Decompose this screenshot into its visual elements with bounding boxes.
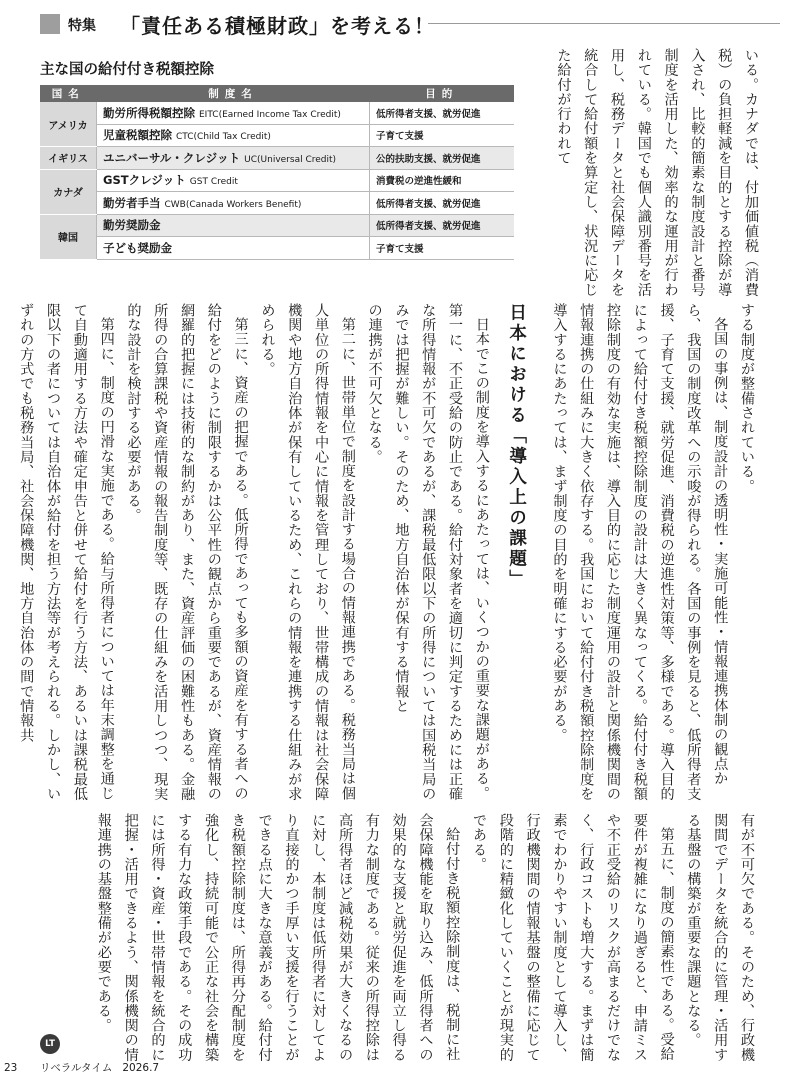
country-cell: イギリス	[40, 147, 97, 170]
feature-title: 「責任ある積極財政」を考える！	[120, 14, 435, 38]
table-row	[40, 192, 514, 215]
page-number: 23	[4, 1062, 18, 1074]
purpose-cell: 子育て支援	[370, 237, 515, 260]
purpose-cell: 低所得者支援、就労促進	[370, 214, 515, 237]
purpose-cell: 低所得者支援、就労促進	[370, 192, 515, 215]
header-square-mark	[40, 14, 60, 34]
paragraph: 有が不可欠である。そのため、行政機関間でデータを統合的に管理・活用する基盤の構築が重要な課題となる。	[685, 813, 755, 1063]
system-name-jp: 勤労者手当	[103, 195, 161, 210]
system-cell	[97, 102, 370, 124]
country-cell: アメリカ	[40, 102, 97, 147]
paragraph: 第五に、制度の簡素性である。受給要件が複雑になり過ぎると、申請ミスや不正受給のリスクが高まるだけでなく、行政コストも増大する。まずは簡素でわかりやすい制度として導入し、行政機関間の情報基盤の整備に応じて段階的に精緻化していくことが現実的である。	[471, 813, 675, 1063]
page-footer	[4, 1060, 159, 1075]
table-header-row	[40, 85, 514, 102]
system-cell	[97, 192, 370, 215]
system-name-jp: GSTクレジット	[103, 173, 186, 188]
country-cell: 韓国	[40, 214, 97, 259]
feature-header	[40, 8, 780, 40]
system-name-jp: 勤労奨励金	[103, 218, 161, 233]
header-rule	[428, 23, 780, 24]
header-system: 制度名	[97, 85, 370, 102]
magazine-name: リベラルタイム	[40, 1062, 113, 1074]
country-cell: カナダ	[40, 169, 97, 214]
system-cell	[97, 214, 370, 237]
paragraph: 日本でこの制度を導入するにあたっては、いくつかの重要な課題がある。第一に、不正受給の防止である。給付対象者を適切に判定するためには正確な所得情報が不可欠であるが、課税最低限以下の所得については国税当局のみでは把握が難しい。そのため、地方自治体が保有する情報と	[393, 303, 490, 802]
purpose-cell: 公的扶助支援、就労促進	[370, 147, 515, 170]
purpose-cell: 低所得者支援、就労促進	[370, 102, 515, 124]
system-name-en: CTC(Child Tax Credit)	[176, 132, 271, 143]
system-cell	[97, 237, 370, 260]
tax-credit-table	[40, 85, 514, 260]
paragraph: 各国の事例は、制度設計の透明性・実施可能性・情報連携体制の観点から、我国の制度改革への示唆が得られる。各国の事例を見ると、低所得者支援、子育て支援、就労促進、消費税の逆進性対策等、多様である。導入目的によって給付付き税額控除制度の設計は大きく異なってくる。給付付き税額控除制度の有効な実施は、導入目的に応じた制度運用の設計と関係機関間の情報連携の仕組みに大きく依存する。我国において給付付き税額控除制度を導入するにあたっては、まず制度の目的を明確にする必要がある。	[551, 303, 729, 802]
system-name-en: UC(Universal Credit)	[244, 154, 337, 165]
paragraph: 給付付き税額控除制度は、税制に社会保障機能を取り込み、低所得者への効果的な支援と就労促進を両立し得る有力な制度である。従来の所得控除は高所得者ほど減税効果が大きくなるのに対し、本制度は低所得者に対してより直接的かつ手厚い支援を行うことができる点に大きな意義がある。給付付き税額控除制度は、所得再分配制度を強化し、持続可能で公正な社会を構築する有力な政策手段である。その成功には所得・資産・世帯情報を統合的に把握・活用できるよう、関係機関の情報連携の基盤整備が必要である。	[95, 813, 461, 1063]
paragraph: 第四に、制度の円滑な実施である。給与所得者については年末調整を通じて自動適用する方法や確定申告と併せて給付を行う方法、あるいは課税最低限以下の者については自治体が給付を担う方法等が考えられる。しかし、いずれの方式でも税務当局、社会保障機関、地方自治体の間で情報共	[18, 303, 115, 802]
table-row	[40, 147, 514, 170]
magazine-logo: LT	[40, 1034, 60, 1054]
tax-credit-table-box	[40, 50, 514, 290]
table-row	[40, 102, 514, 124]
table-row	[40, 169, 514, 192]
system-name-jp: 勤労所得税額控除	[103, 105, 195, 120]
article-text-bottom	[40, 813, 760, 1065]
system-cell	[97, 169, 370, 192]
paragraph: する制度が整備されている。	[739, 303, 755, 494]
paragraph: 第三に、資産の把握である。低所得であっても多額の資産を有する者への給付をどのように制限するかは公平性の観点から重要であるが、資産情報の網羅的把握には技術的な制約があり、また、資産評価の困難性もある。金融所得の合算課税や資産情報の報告制度等、既存の仕組みを活用しつつ、現実的な設計を検討する必要がある。	[125, 303, 249, 802]
system-name-jp: 子ども奨励金	[103, 240, 172, 255]
feature-label: 特集	[68, 18, 96, 34]
header-purpose: 目的	[370, 85, 515, 102]
system-cell	[97, 147, 370, 170]
article-text-middle	[18, 303, 760, 808]
system-name-en: EITC(Earned Income Tax Credit)	[199, 109, 341, 120]
table-row	[40, 237, 514, 260]
paragraph: いる。カナダでは、付加価値税（消費税）の負担軽減を目的とする控除が導入され、比較的簡素な制度設計と番号制度を活用した、効率的な運用が行われている。韓国でも個人識別番号を活用し、税務データと社会保障データを統合して給付額を算定し、状況に応じた給付が行われて	[555, 48, 759, 298]
table-row	[40, 124, 514, 147]
paragraph: の連携が不可欠となる。	[366, 303, 383, 465]
purpose-cell: 子育て支援	[370, 124, 515, 147]
system-name-jp: 児童税額控除	[103, 128, 172, 143]
table-title: 主な国の給付付き税額控除	[40, 62, 214, 78]
table-row	[40, 214, 514, 237]
paragraph: 第二に、世帯単位で制度を設計する場合の情報連携である。税務当局は個人単位の所得情報を中心に情報を管理しており、世帯構成の情報は社会保障機関や地方自治体が保有しているため、これらの情報を連携する仕組みが求められる。	[259, 303, 356, 802]
article-text-top	[524, 48, 764, 300]
system-cell	[97, 124, 370, 147]
header-country: 国名	[40, 85, 97, 102]
section-heading: 日本における「導入上の課題」	[506, 303, 527, 590]
purpose-cell: 消費税の逆進性緩和	[370, 169, 515, 192]
system-name-en: CWB(Canada Workers Benefit)	[164, 199, 302, 210]
issue-date: 2026.7	[122, 1062, 160, 1074]
system-name-jp: ユニバーサル・クレジット	[103, 150, 241, 165]
system-name-en: GST Credit	[189, 177, 238, 188]
